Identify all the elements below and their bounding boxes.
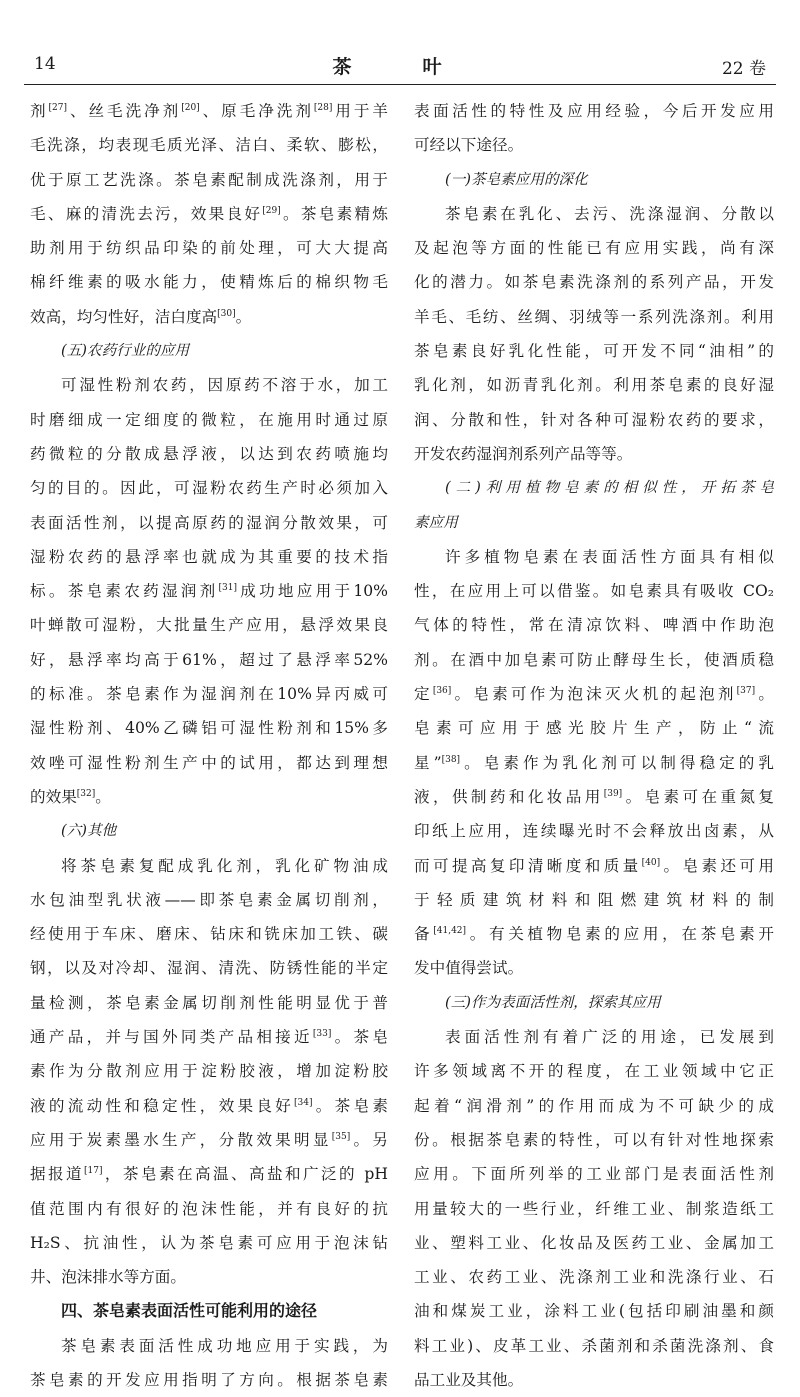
text-line: 药微粒的分散成悬浮液，以达到农药喷施均: [30, 444, 388, 463]
section-heading-line: (六)其他: [61, 822, 117, 840]
text-line: 于轻质建筑材料和阻燃建筑材料的制: [414, 890, 774, 909]
text-line: 化的潜力。如茶皂素洗涤剂的系列产品，开发: [414, 273, 774, 292]
page-header: [24, 52, 776, 85]
text-line: 可湿性粉剂农药，因原药不溶于水，加工: [61, 376, 388, 395]
text-line: 表面活性的特性及应用经验，今后开发应用: [414, 102, 774, 120]
text-line: 剂。在酒中加皂素可防止酵母生长，使酒质稳: [414, 650, 774, 669]
text-line: 茶皂素良好乳化性能，可开发不同“油相”的: [414, 342, 774, 361]
text-line: 量检测，茶皂素金属切削剂性能明显优于普: [30, 993, 388, 1012]
text-line: 用量较大的一些行业，纤维工业、制浆造纸工: [414, 1199, 774, 1218]
text-line: H₂S、抗油性，认为茶皂素可应用于泡沫钻: [30, 1233, 388, 1252]
text-line: 乳化剂，如沥青乳化剂。利用茶皂素的良好湿: [414, 376, 774, 395]
text-line: 润、分散和性，针对各种可湿粉农药的要求，: [414, 410, 774, 429]
section-heading-line: (一)茶皂素应用的深化: [445, 170, 588, 188]
text-line: 标。茶皂素农药湿润剂[31]成功地应用于10%: [30, 582, 388, 601]
text-line: 品工业及其他。: [414, 1370, 524, 1389]
text-line: 时磨细成一定细度的微粒，在施用时通过原: [30, 410, 388, 429]
text-line: 皂素可应用于感光胶片生产，防止“流: [414, 719, 774, 738]
section-heading-line: (三)作为表面活性剂，探索其应用: [445, 993, 661, 1011]
journal-title: 茶 叶: [332, 56, 468, 78]
text-line: 经使用于车床、磨床、钻床和铣床加工铁、碳: [30, 925, 388, 944]
text-line: 据报道[17]，茶皂素在高温、高盐和广泛的 pH: [30, 1165, 388, 1184]
text-line: 助剂用于纺织品印染的前处理，可大大提高: [30, 239, 388, 258]
text-line: 素作为分散剂应用于淀粉胶液，增加淀粉胶: [30, 1062, 388, 1081]
text-line: 毛、麻的清洗去污，效果良好[29]。茶皂素精炼: [30, 204, 388, 223]
text-line: 叶蝉散可湿粉，大批量生产应用，悬浮效果良: [30, 616, 388, 635]
text-line: 星”[38]。皂素作为乳化剂可以制得稳定的乳: [414, 753, 774, 772]
text-line: 许多植物皂素在表面活性方面具有相似: [445, 547, 774, 566]
section-heading-line: (五)农药行业的应用: [61, 342, 190, 360]
text-line: 通产品，并与国外同类产品相接近[33]。茶皂: [30, 1028, 388, 1047]
text-line: 井、泡沫排水等方面。: [30, 1268, 186, 1287]
text-line: 水包油型乳状液——即茶皂素金属切削剂，: [30, 890, 388, 909]
text-line: 应用。下面所列举的工业部门是表面活性剂: [414, 1165, 774, 1184]
text-line: 业、塑料工业、化妆品及医药工业、金属加工: [414, 1233, 774, 1252]
section-heading-line: 四、茶皂素表面活性可能利用的途径: [61, 1301, 318, 1321]
text-line: 湿粉农药的悬浮率也就成为其重要的技术指: [30, 547, 388, 566]
text-line: 气体的特性，常在清凉饮料、啤酒中作助泡: [414, 616, 774, 635]
text-line: 及起泡等方面的性能已有应用实践，尚有深: [414, 239, 774, 258]
text-line: 而可提高复印清晰度和质量[40]。皂素还可用: [414, 856, 774, 875]
text-line: 份。根据茶皂素的特性，可以有针对性地探索: [414, 1130, 774, 1149]
text-line: 开发农药湿润剂系列产品等等。: [414, 444, 633, 463]
text-line: 茶皂素的开发应用指明了方向。根据茶皂素: [30, 1370, 388, 1389]
text-line: 起着“润滑剂”的作用而成为不可缺少的成: [414, 1096, 774, 1115]
volume-label: 22 卷: [721, 59, 766, 79]
text-line: 备[41,42]。有关植物皂素的应用，在茶皂素开: [414, 925, 774, 944]
text-line: 棉纤维素的吸水能力，使精炼后的棉织物毛: [30, 273, 388, 292]
text-line: 表面活性剂有着广泛的用途，已发展到: [445, 1028, 774, 1047]
page-number: 14: [34, 54, 56, 74]
left-column: [30, 94, 388, 1397]
text-line: 剂[27]、丝毛洗净剂[20]、原毛净洗剂[28]用于羊: [30, 102, 388, 120]
text-line: 钢，以及对冷却、湿润、清洗、防锈性能的半定: [30, 959, 388, 978]
text-line: 应用于炭素墨水生产，分散效果明显[35]。另: [30, 1130, 388, 1149]
text-line: 将茶皂素复配成乳化剂，乳化矿物油成: [61, 856, 388, 875]
text-line: 羊毛、毛纺、丝绸、羽绒等一系列洗涤剂。利用: [414, 307, 774, 326]
text-line: 匀的目的。因此，可湿粉农药生产时必须加入: [30, 479, 388, 498]
section-heading-line: 素应用: [414, 513, 458, 531]
text-line: 效唑可湿性粉剂生产中的试用，都达到理想: [30, 753, 388, 772]
section-heading-line: (二)利用植物皂素的相似性，开拓茶皂: [445, 479, 774, 497]
text-line: 发中值得尝试。: [414, 959, 524, 978]
text-line: 印纸上应用，连续曝光时不会释放出卤素，从: [414, 822, 774, 841]
text-line: 定[36]。皂素可作为泡沫灭火机的起泡剂[37]。: [414, 685, 774, 704]
text-line: 工业、农药工业、洗涤剂工业和洗涤行业、石: [414, 1268, 774, 1287]
text-line: 液，供制药和化妆品用[39]。皂素可在重氮复: [414, 787, 774, 806]
text-line: 好，悬浮率均高于61%，超过了悬浮率52%: [30, 650, 388, 669]
text-line: 毛洗涤，均表现毛质光泽、洁白、柔软、膨松，: [30, 136, 388, 155]
text-line: 茶皂素在乳化、去污、洗涤湿润、分散以: [445, 204, 774, 223]
text-line: 料工业)、皮革工业、杀菌剂和杀菌洗涤剂、食: [414, 1336, 774, 1355]
right-column: [414, 94, 774, 1397]
text-line: 优于原工艺洗涤。茶皂素配制成洗涤剂，用于: [30, 170, 388, 189]
text-line: 的效果[32]。: [30, 787, 111, 806]
text-line: 的标准。茶皂素作为湿润剂在10%异丙威可: [30, 685, 388, 704]
text-line: 效高，均匀性好，洁白度高[30]。: [30, 307, 252, 326]
text-line: 茶皂素表面活性成功地应用于实践，为: [61, 1336, 388, 1355]
text-line: 值范围内有很好的泡沫性能，并有良好的抗: [30, 1199, 388, 1218]
text-line: 可经以下途径。: [414, 136, 524, 155]
text-line: 油和煤炭工业，涂料工业(包括印刷油墨和颜: [414, 1302, 774, 1321]
text-line: 许多领域离不开的程度，在工业领域中它正: [414, 1062, 774, 1081]
text-line: 表面活性剂，以提高原药的湿润分散效果，可: [30, 513, 388, 532]
text-line: 性，在应用上可以借鉴。如皂素具有吸收 CO₂: [414, 582, 774, 601]
text-line: 湿性粉剂、40%乙磷铝可湿性粉剂和15%多: [30, 719, 388, 738]
text-line: 液的流动性和稳定性，效果良好[34]。茶皂素: [30, 1096, 388, 1115]
